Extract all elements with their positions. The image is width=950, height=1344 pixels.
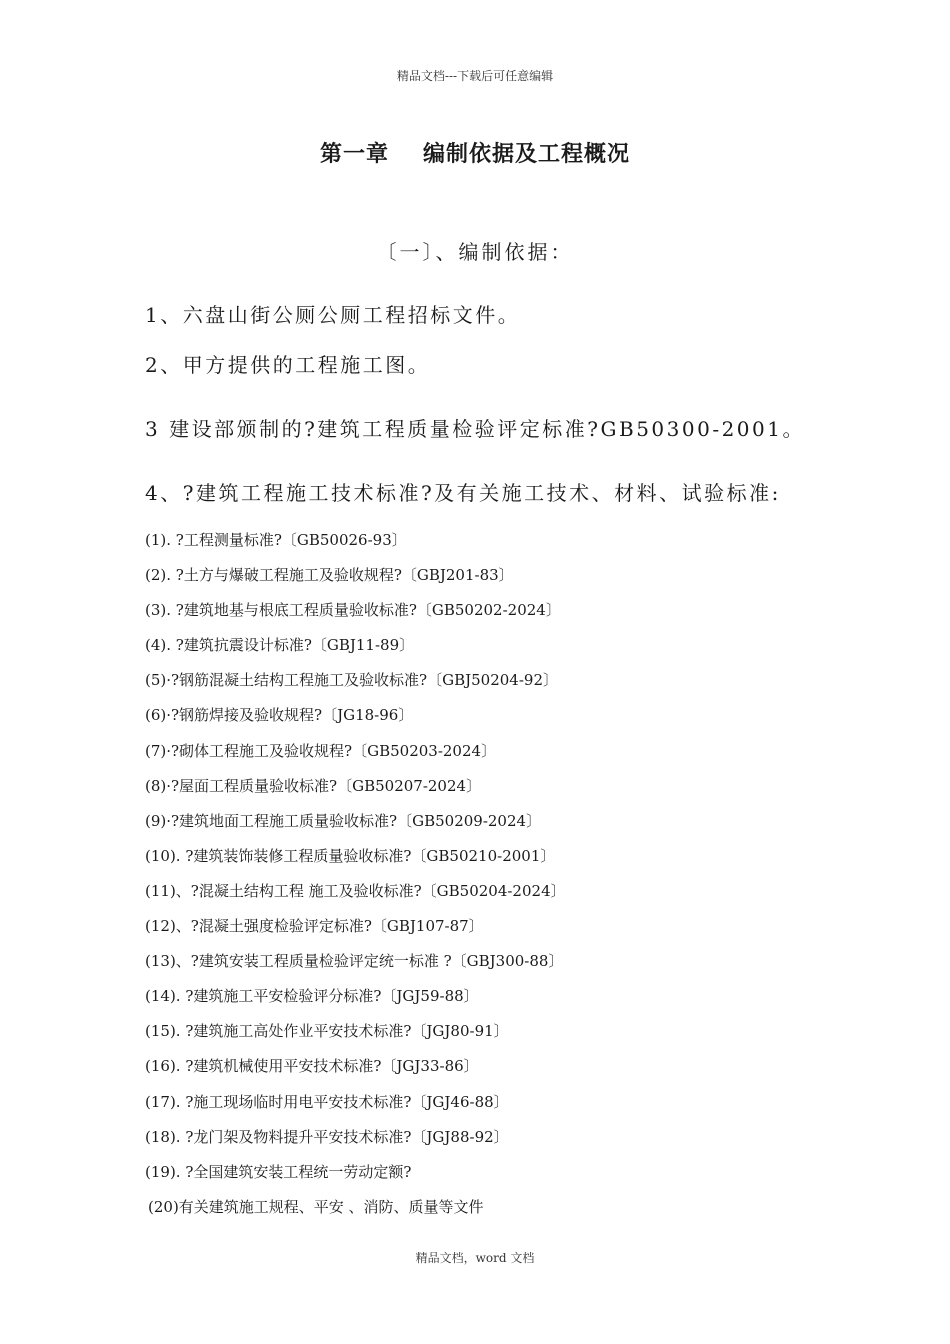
paragraph-2: 2、甲方提供的工程施工图。	[145, 353, 431, 377]
paragraph-3: 3 建设部颁制的?建筑工程质量检验评定标准?GB50300-2001。	[145, 417, 805, 441]
list-item: (20)有关建筑施工规程、平安 、消防、质量等文件	[148, 1197, 484, 1216]
page-header: 精品文档---下载后可任意编辑	[396, 69, 554, 83]
list-item: (10). ?建筑装饰装修工程质量验收标准?〔GB50210-2001〕	[145, 846, 556, 865]
chapter-name: 编制依据及工程概况	[423, 142, 631, 167]
list-item: (14). ?建筑施工平安检验评分标准?〔JGJ59-88〕	[145, 987, 479, 1006]
list-item: (19). ?全国建筑安装工程统一劳动定额?	[145, 1162, 412, 1181]
list-item: (11)、?混凝土结构工程 施工及验收标准?〔GB50204-2024〕	[145, 881, 566, 900]
list-item: (2). ?土方与爆破工程施工及验收规程?〔GBJ201-83〕	[145, 566, 514, 585]
standards-list	[145, 530, 566, 1232]
list-item: (13)、?建筑安装工程质量检验评定统一标准 ?〔GBJ300-88〕	[145, 952, 564, 971]
list-item: (4). ?建筑抗震设计标准?〔GBJ11-89〕	[145, 636, 415, 655]
list-item: (3). ?建筑地基与根底工程质量验收标准?〔GB50202-2024〕	[145, 601, 561, 620]
list-item: (8)·?屋面工程质量验收标准?〔GB50207-2024〕	[145, 776, 482, 795]
list-item: (16). ?建筑机械使用平安技术标准?〔JGJ33-86〕	[145, 1057, 479, 1076]
list-item: (1). ?工程测量标准?〔GB50026-93〕	[145, 531, 407, 549]
list-item: (12)、?混凝土强度检验评定标准?〔GBJ107-87〕	[145, 917, 484, 936]
list-item: (15). ?建筑施工高处作业平安技术标准?〔JGJ80-91〕	[145, 1022, 509, 1041]
paragraph-4: 4、?建筑工程施工技术标准?及有关施工技术、材料、试验标准:	[145, 481, 781, 505]
list-item: (17). ?施工现场临时用电平安技术标准?〔JGJ46-88〕	[145, 1092, 509, 1111]
page-footer: 精品文档，word 文档	[415, 1251, 535, 1265]
list-item: (7)·?砌体工程施工及验收规程?〔GB50203-2024〕	[145, 741, 497, 760]
list-item: (6)·?钢筋焊接及验收规程?〔JG18-96〕	[145, 706, 414, 725]
list-item: (9)·?建筑地面工程施工质量验收标准?〔GB50209-2024〕	[145, 811, 542, 830]
chapter-title	[0, 137, 950, 168]
list-item: (5)·?钢筋混凝土结构工程施工及验收标准?〔GBJ50204-92〕	[145, 671, 558, 690]
paragraph-1: 1、六盘山街公厕公厕工程招标文件。	[145, 303, 521, 327]
section-heading: 〔一〕、编制依据：	[376, 240, 574, 264]
list-item: (18). ?龙门架及物料提升平安技术标准?〔JGJ88-92〕	[145, 1127, 509, 1146]
chapter-number: 第一章	[319, 142, 389, 167]
